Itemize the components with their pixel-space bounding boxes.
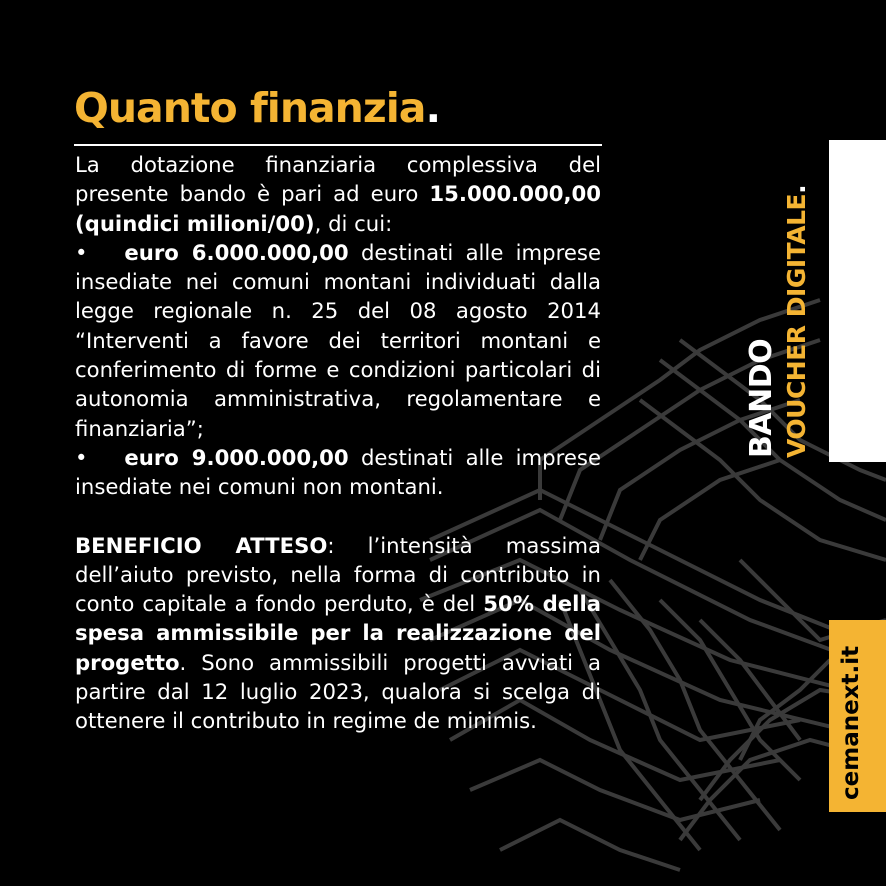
- bullet-2: [75, 443, 601, 502]
- intro-amount: 15.000.000,00 (quindici milioni/00): [75, 181, 601, 236]
- beneficio-paragraph: [75, 531, 601, 736]
- bullet-symbol: •: [75, 239, 88, 265]
- intro-after: , di cui:: [314, 210, 393, 236]
- title-text: Quanto finanzia: [74, 84, 426, 132]
- bando-label: BANDO: [744, 338, 779, 458]
- beneficio-text-2: . Sono ammissibili progetti avviati a partire dal 12 luglio 2023, qualora si scelga di ottenere il contributo in regime de minimis.: [75, 649, 601, 734]
- beneficio-heading: BENEFICIO ATTESO: [75, 532, 328, 558]
- intro-paragraph: [75, 150, 601, 238]
- beneficio-percentage: 50% della spesa ammissibile per la realizzazione del progetto: [75, 591, 602, 675]
- side-panel-white: [829, 140, 886, 462]
- title-underline: [74, 144, 602, 146]
- website-label: cemanext.it: [838, 645, 864, 800]
- bullet-2-amount: euro 9.000.000,00: [124, 444, 349, 470]
- bullet-1-amount: euro 6.000.000,00: [124, 239, 349, 265]
- bullet-2-text: destinati alle imprese insediate nei comuni non montani.: [75, 444, 601, 500]
- paragraph-spacer: [75, 502, 601, 531]
- page-title: [74, 84, 441, 132]
- voucher-dot: .: [782, 184, 811, 194]
- beneficio-text: : l’intensità massima dell’aiuto previsto, nella forma di contributo in conto capitale a fondo perduto, è del: [75, 532, 601, 617]
- intro-text: La dotazione finanziaria complessiva del presente bando è pari ad euro: [75, 152, 601, 207]
- bullet-symbol: •: [75, 444, 88, 470]
- bullet-1: [75, 238, 601, 443]
- voucher-text: VOUCHER DIGITALE: [782, 193, 811, 458]
- body-text: [75, 150, 601, 736]
- title-dot: .: [425, 84, 441, 132]
- voucher-label: [782, 185, 811, 458]
- bullet-1-text: destinati alle imprese insediate nei comuni montani individuati dalla legge regionale n. 25 del 08 agosto 2014 “Interventi a favore dei territori montani e conferimento di forme e condizioni particolari di autonomia amministrativa, regolamentare e finanziaria”;: [75, 239, 601, 441]
